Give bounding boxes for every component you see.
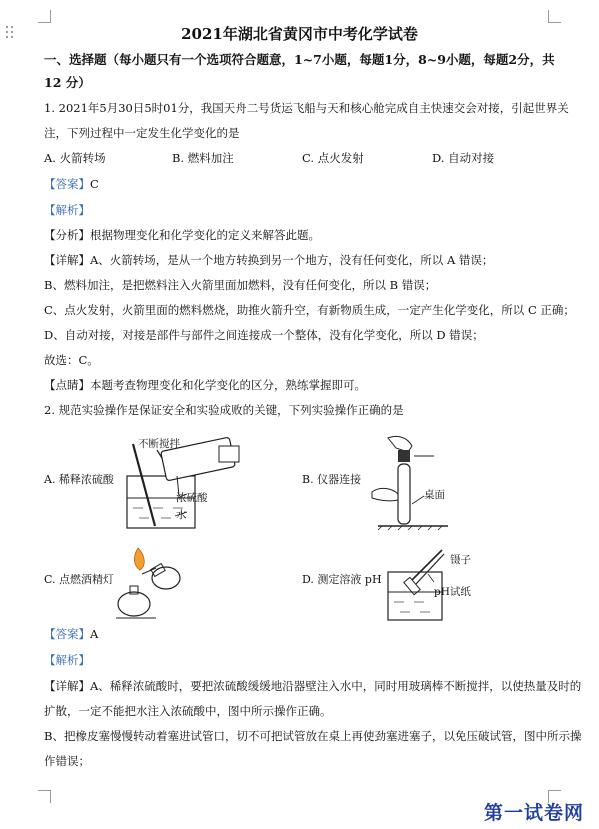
label-stir: 不断搅拌 [138, 438, 180, 450]
q2-stem: 2. 规范实验操作是保证安全和实验成败的关键，下列实验操作正确的是 [44, 403, 404, 417]
label-acid: 浓硫酸 [176, 492, 208, 504]
q2-option-b: B. 仪器连接 [302, 473, 362, 486]
q2-analysis-tag: 【解析】 [44, 653, 90, 667]
q1-fenxi: 【分析】根据物理变化和化学变化的定义来解答此题。 [44, 228, 320, 242]
q2-detail: 作错误； [44, 754, 90, 768]
q1-option-d: D. 自动对接 [432, 151, 495, 165]
label-water: 水 [176, 509, 187, 521]
figure-dilute-acid [115, 436, 285, 536]
answer-tag: 【答案】 [44, 177, 90, 191]
figure-instrument-connection [368, 430, 478, 530]
section-heading: 一、选择题（每小题只有一个选项符合题意，1~7小题，每题1分，8~9小题，每题2分，共 [44, 52, 555, 67]
document-title: 2021年湖北省黄冈市中考化学试卷 [181, 25, 418, 43]
q1-detail: B、燃料加注，是把燃料注入火箭里面加燃料，没有任何变化，所以 B 错误； [44, 278, 437, 292]
q1-dianjing: 【点睛】本题考查物理变化和化学变化的区分，熟练掌握即可。 [44, 378, 366, 392]
q1-option-c: C. 点火发射 [302, 151, 364, 165]
section-heading-cont: 12 分） [44, 75, 91, 90]
page-corner-mark [38, 790, 51, 803]
q1-stem-cont: 注，下列过程中一定发生化学变化的是 [44, 126, 240, 140]
q2-option-a: A. 稀释浓硫酸 [44, 473, 114, 486]
q2-detail: 扩散，一定不能把水注入浓硫酸中，图中所示操作正确。 [44, 704, 332, 718]
answer-tag: 【答案】 [44, 627, 90, 641]
watermark-logo: 第一试卷网 [484, 802, 585, 824]
q1-conclusion: 故选：C。 [44, 353, 99, 367]
q2-answer [44, 626, 98, 642]
label-ph-paper: pH试纸 [434, 586, 471, 598]
q1-detail: 【详解】A、火箭转场，是从一个地方转换到另一个地方，没有任何变化，所以 A 错误； [44, 253, 494, 267]
label-table: 桌面 [424, 489, 445, 501]
q1-stem: 1. 2021年5月30日5时01分，我国天舟二号货运飞船与天和核心舱完成自主快速交会对接，引起世界关 [44, 101, 569, 115]
q2-option-c: C. 点燃酒精灯 [44, 573, 115, 586]
q1-detail: C、点火发射，火箭里面的燃料燃烧，助推火箭升空，有新物质生成，一定产生化学变化，所以 C 正确； [44, 303, 575, 317]
q2-detail: 【详解】A、稀释浓硫酸时，要把浓硫酸缓缓地沿器壁注入水中，同时用玻璃棒不断搅拌，以使热量及时的 [44, 679, 582, 693]
page-corner-mark [548, 10, 561, 23]
q1-detail: D、自动对接，对接是部件与部件之间连接成一个整体，没有化学变化，所以 D 错误； [44, 328, 484, 342]
page-corner-mark [38, 10, 51, 23]
q1-analysis-tag: 【解析】 [44, 203, 90, 217]
q1-option-b: B. 燃料加注 [172, 151, 234, 165]
q1-answer [44, 176, 99, 192]
answer-value: A [90, 627, 99, 641]
q1-option-a: A. 火箭转场 [44, 151, 106, 165]
figure-alcohol-lamp [112, 544, 192, 624]
q2-option-d: D. 测定溶液 pH [302, 573, 382, 586]
label-tweezers: 镊子 [450, 554, 471, 566]
answer-value: C [90, 177, 99, 191]
q2-detail: B、把橡皮塞慢慢转动着塞进试管口，切不可把试管放在桌上再使劲塞进塞子，以免压破试管，图中所示操 [44, 729, 582, 743]
